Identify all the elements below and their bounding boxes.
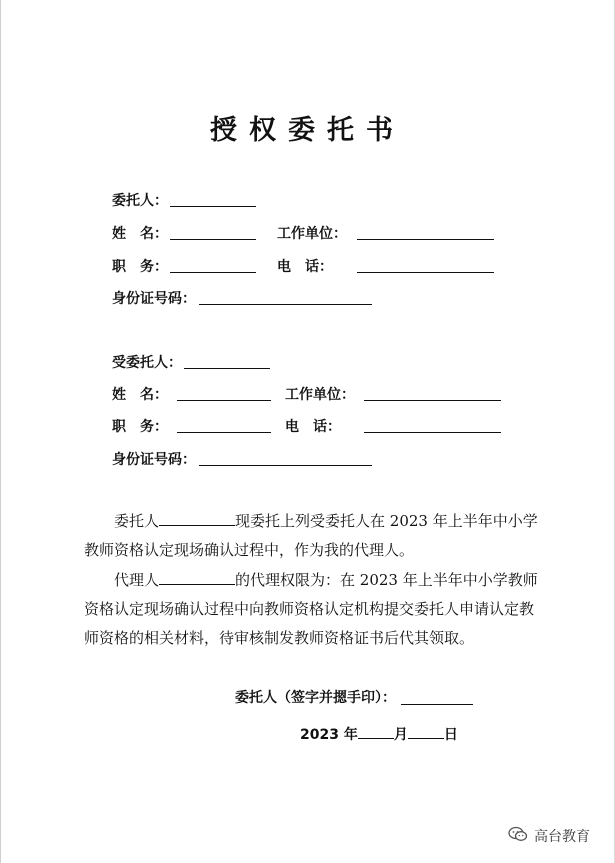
wechat-icon xyxy=(508,826,528,846)
date-year: 2023 年 xyxy=(300,727,358,743)
date-day: 日 xyxy=(443,727,458,743)
agent-phone-label: 电 话： xyxy=(285,419,341,435)
agent-name-blank[interactable] xyxy=(177,400,271,401)
authorization-paragraph-1 xyxy=(84,507,544,565)
date-day-blank[interactable] xyxy=(408,724,444,739)
agent-name-label: 姓 名： xyxy=(112,387,168,403)
paragraph-1-text: 现委托上列受委托人在 2023 年上半年中小学教师资格认定现场确认过程中，作为我的代理人。 xyxy=(84,512,538,559)
watermark xyxy=(508,826,590,846)
authorization-paragraph-2 xyxy=(84,566,544,653)
agent-work-unit-label: 工作单位： xyxy=(285,387,355,403)
agent-id-blank[interactable] xyxy=(199,465,372,466)
agent-id-label: 身份证号码： xyxy=(112,452,196,468)
principal-name-blank[interactable] xyxy=(170,239,256,240)
agent-position-label: 职 务： xyxy=(112,419,168,435)
principal-id-blank[interactable] xyxy=(199,304,372,305)
document-title: 授权委托书 xyxy=(210,115,405,146)
date-line xyxy=(300,724,458,744)
watermark-text: 高台教育 xyxy=(534,829,590,845)
principal-name-label: 姓 名： xyxy=(112,226,168,242)
agent-blank[interactable] xyxy=(184,368,270,369)
principal-phone-label: 电 话： xyxy=(277,259,333,275)
principal-work-unit-label: 工作单位： xyxy=(277,226,347,242)
principal-position-label: 职 务： xyxy=(112,259,168,275)
principal-heading: 委托人： xyxy=(112,193,168,209)
paragraph-1-principal-blank[interactable] xyxy=(159,511,235,526)
agent-position-blank[interactable] xyxy=(177,432,271,433)
agent-work-unit-blank[interactable] xyxy=(364,400,501,401)
principal-phone-blank[interactable] xyxy=(357,272,494,273)
principal-work-unit-blank[interactable] xyxy=(357,239,494,240)
paragraph-2-agent-blank[interactable] xyxy=(159,570,235,585)
principal-position-blank[interactable] xyxy=(170,272,256,273)
signature-blank[interactable] xyxy=(401,704,473,705)
principal-id-label: 身份证号码： xyxy=(112,291,196,307)
principal-blank[interactable] xyxy=(170,206,256,207)
paragraph-2-text: 的代理权限为：在 2023 年上半年中小学教师资格认定现场确认过程中向教师资格认定机构提交委托人申请认定教师资格的相关材料，待审核制发教师资格证书后代其领取。 xyxy=(84,571,538,647)
date-month-blank[interactable] xyxy=(358,724,394,739)
agent-heading: 受委托人： xyxy=(112,355,182,371)
paragraph-1-prefix: 委托人 xyxy=(114,512,160,530)
date-month: 月 xyxy=(393,727,408,743)
signature-label: 委托人（签字并摁手印）： xyxy=(235,690,396,706)
paragraph-2-prefix: 代理人 xyxy=(114,571,160,589)
agent-phone-blank[interactable] xyxy=(364,432,501,433)
